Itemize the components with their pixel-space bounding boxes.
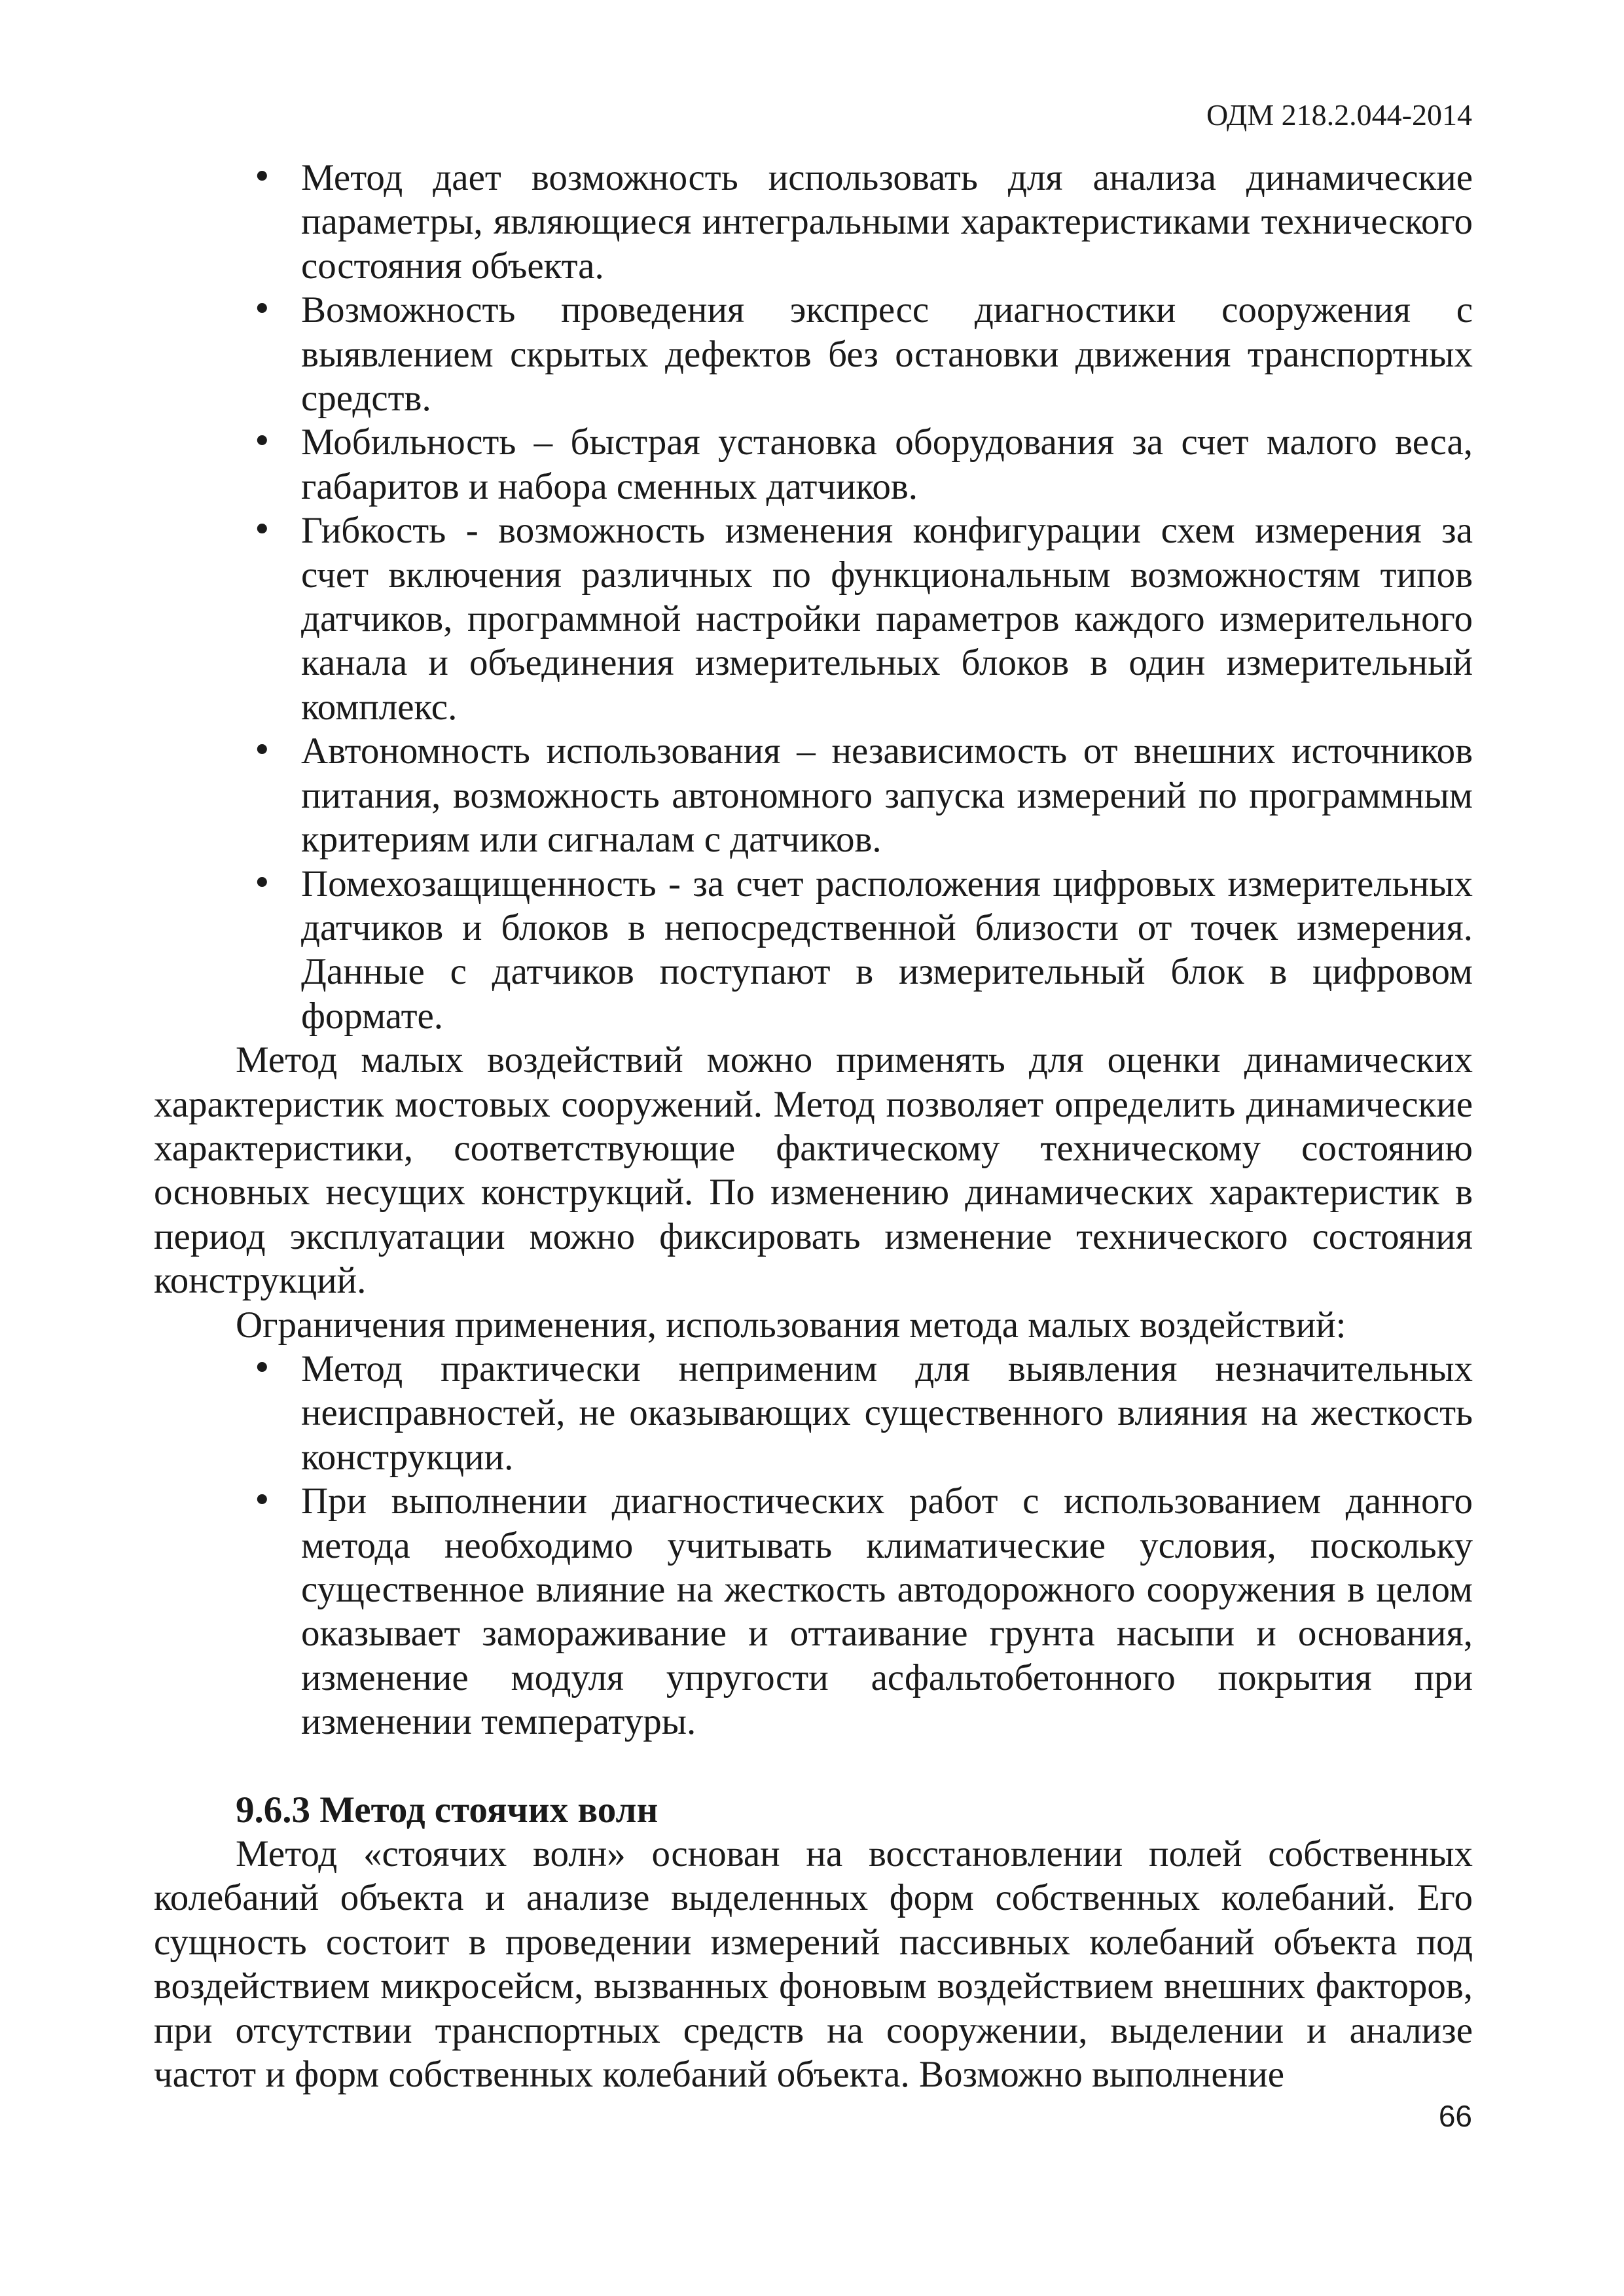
section-paragraph: Метод «стоячих волн» основан на восстановлении полей собственных колебаний объекта и анализе выделенных форм собственных колебаний. Его сущность состоит в проведении измерений пассивных колебаний объекта под воздействием микросейсм, вызванных фоновым воздействием внешних факторов, при отсутствии транспортных средств на сооружении, выделении и анализе частот и форм собственных колебаний объекта. Возможно выполнение: [154, 1833, 1473, 2096]
list-item: • Гибкость - возможность изменения конфигурации схем измерения за счет включения различных по функциональным возможностям типов датчиков, программной настройки параметров каждого измерительного канала и объединения измерительных блоков в один измерительный комплекс.: [154, 509, 1473, 729]
list-item: • При выполнении диагностических работ с использованием данного метода необходимо учитывать климатические условия, поскольку существенное влияние на жесткость автодорожного сооружения в целом оказывает замораживание и оттаивание грунта насыпи и основания, изменение модуля упругости асфальтобетонного покрытия при изменении температуры.: [154, 1479, 1473, 1744]
list-item: • Метод дает возможность использовать для анализа динамические параметры, являющиеся интегральными характеристиками технического состояния объекта.: [154, 156, 1473, 288]
page-content: [154, 156, 1473, 2096]
section-heading: 9.6.3 Метод стоячих волн: [236, 1789, 659, 1831]
advantages-list: [154, 156, 1473, 1038]
list-item: • Помехозащищенность - за счет расположения цифровых измерительных датчиков и блоков в непосредственной близости от точек измерения. Данные с датчиков поступают в измерительный блок в цифровом формате.: [154, 862, 1473, 1039]
limitations-intro: Ограничения применения, использования метода малых воздействий:: [236, 1304, 1346, 1346]
list-item: • Мобильность – быстрая установка оборудования за счет малого веса, габаритов и набора сменных датчиков.: [154, 420, 1473, 509]
list-item: • Метод практически неприменим для выявления незначительных неисправностей, не оказывающих существенного влияния на жесткость конструкции.: [154, 1347, 1473, 1479]
paragraph-application: Метод малых воздействий можно применять для оценки динамических характеристик мостовых сооружений. Метод позволяет определить динамические характеристики, соответствующие фактическому техническому состоянию основных несущих конструкций. По изменению динамических характеристик в период эксплуатации можно фиксировать изменение технического состояния конструкций.: [154, 1039, 1473, 1302]
page-number: 66: [1438, 2099, 1472, 2133]
list-item: • Автономность использования – независимость от внешних источников питания, возможность автономного запуска измерений по программным критериям или сигналам с датчиков.: [154, 729, 1473, 861]
list-item: • Возможность проведения экспресс диагностики сооружения с выявлением скрытых дефектов без остановки движения транспортных средств.: [154, 288, 1473, 420]
limitations-list: [154, 1347, 1473, 1744]
document-header: ОДМ 218.2.044-2014: [1206, 98, 1472, 132]
